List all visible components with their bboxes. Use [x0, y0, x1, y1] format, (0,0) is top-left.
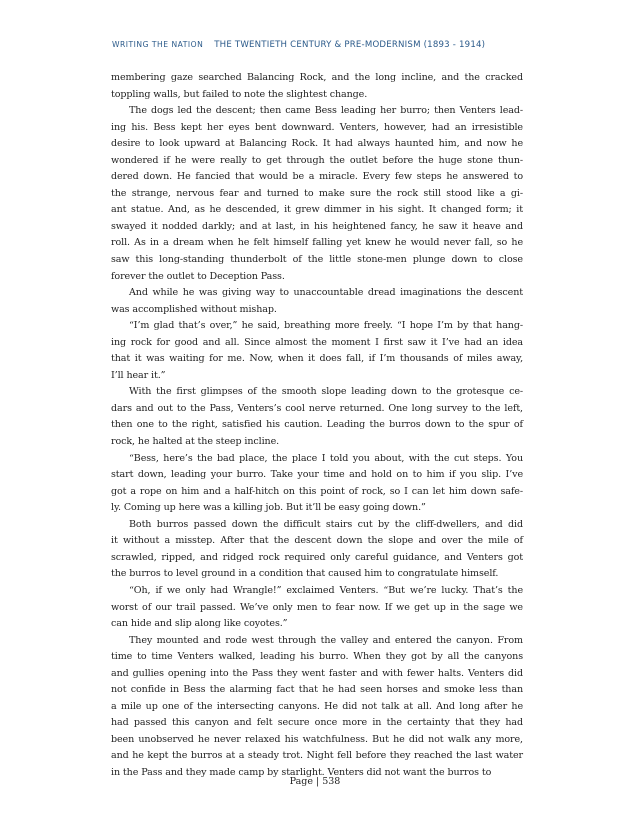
text-line: a mile up one of the intersecting canyons. He did not talk at all. And long after he	[111, 700, 523, 712]
page-number: Page | 538	[289, 776, 341, 787]
text-line: worst of our trail passed. We’ve only men to fear now. If we get up in the sage we	[111, 601, 523, 613]
text-line: the strange, nervous fear and turned to make sure the rock still stood like a gi-	[111, 187, 523, 199]
paragraph	[111, 103, 523, 285]
paragraph	[111, 583, 523, 633]
text-line: saw this long-standing thunderbolt of the little stone-men plunge down to close	[111, 254, 523, 266]
text-line: desire to look upward at Balancing Rock. It had always haunted him, and now he	[111, 138, 523, 150]
text-line: had passed this canyon and felt secure once more in the certainty that they had	[111, 717, 523, 729]
running-header	[112, 40, 532, 50]
text-line: ly. Coming up here was a killing job. But it’ll be easy going down.”	[111, 502, 426, 514]
text-line: in the Pass and they made camp by starlight. Venters did not want the burros to	[111, 766, 492, 778]
text-line: ing rock for good and all. Since almost the moment I first saw it I’ve had an idea	[111, 336, 523, 348]
text-line: can hide and slip along like coyotes.”	[111, 618, 288, 630]
paragraph	[111, 384, 523, 450]
paragraph	[111, 517, 523, 583]
text-line: time to time Venters walked, leading his burro. When they got by all the canyons	[111, 651, 523, 663]
text-line: I’ll hear it.”	[111, 369, 166, 381]
text-line: it without a misstep. After that the descent down the slope and over the mile of	[111, 535, 523, 547]
text-line: ant statue. And, as he descended, it grew dimmer in his sight. It changed form; it	[111, 204, 523, 216]
text-line: start down, leading your burro. Take your time and hold on to him if you slip. I’ve	[111, 469, 523, 481]
paragraph	[111, 318, 523, 384]
text-line: scrawled, ripped, and ridged rock required only careful guidance, and Venters got	[111, 551, 523, 563]
text-line: and gullies opening into the Pass they went faster and with fewer halts. Venters did	[111, 667, 523, 679]
text-line: got a rope on him and a half-hitch on this point of rock, so I can let him down safe-	[111, 485, 523, 497]
text-line: that it was waiting for me. Now, when it does fall, if I’m thousands of miles away,	[111, 353, 523, 365]
text-line: Both burros passed down the difficult stairs cut by the cliff-dwellers, and did	[129, 518, 523, 530]
text-line: wondered if he were really to get through the outlet before the huge stone thun-	[111, 154, 523, 166]
body-text	[111, 70, 523, 782]
paragraph	[111, 285, 523, 318]
text-line: toppling walls, but failed to note the slightest change.	[111, 88, 368, 100]
text-line: forever the outlet to Deception Pass.	[111, 270, 285, 282]
text-line: “Bess, here’s the bad place, the place I told you about, with the cut steps. You	[129, 452, 523, 464]
text-line: dered down. He fancied that would be a miracle. Every few steps he answered to	[111, 171, 523, 183]
text-line: With the first glimpses of the smooth slope leading down to the grotesque ce-	[129, 386, 523, 398]
text-line: membering gaze searched Balancing Rock, and the long incline, and the cracked	[111, 72, 523, 83]
text-line: not confide in Bess the alarming fact that he had seen horses and smoke less than	[111, 684, 523, 696]
text-line: ing his. Bess kept her eyes bent downward. Venters, however, had an irresistible	[111, 121, 523, 133]
text-line: swayed it nodded darkly; and at last, in his heightened fancy, he saw it heave and	[111, 220, 523, 232]
header-title: THE TWENTIETH CENTURY & PRE-MODERNISM (1893 - 1914)	[214, 40, 486, 50]
text-line: been unobserved he never relaxed his watchfulness. But he did not walk any more,	[111, 733, 523, 745]
paragraph	[111, 633, 523, 782]
text-line: dars and out to the Pass, Venters’s cool nerve returned. One long survey to the left,	[111, 402, 523, 414]
text-line: was accomplished without mishap.	[111, 303, 277, 315]
paragraph	[111, 451, 523, 517]
text-line: And while he was giving way to unaccountable dread imaginations the descent	[129, 287, 523, 299]
text-line: They mounted and rode west through the valley and entered the canyon. From	[129, 634, 523, 646]
text-line: and he kept the burros at a steady trot. Night fell before they reached the last water	[111, 750, 523, 762]
header-section: WRITING THE NATION	[112, 40, 204, 49]
text-line: The dogs led the descent; then came Bess leading her burro; then Venters lead-	[129, 105, 523, 117]
text-line: “I’m glad that’s over,” he said, breathing more freely. “I hope I’m by that hang-	[129, 320, 523, 332]
paragraph	[111, 70, 523, 103]
text-line: “Oh, if we only had Wrangle!” exclaimed Venters. “But we’re lucky. That’s the	[129, 584, 523, 596]
text-line: then one to the right, satisfied his caution. Leading the burros down to the spur of	[111, 419, 523, 431]
text-line: rock, he halted at the steep incline.	[111, 436, 280, 448]
text-line: the burros to level ground in a condition that caused him to congratulate himself.	[111, 568, 499, 580]
text-line: roll. As in a dream when he felt himself falling yet knew he would never fall, so he	[111, 237, 523, 249]
